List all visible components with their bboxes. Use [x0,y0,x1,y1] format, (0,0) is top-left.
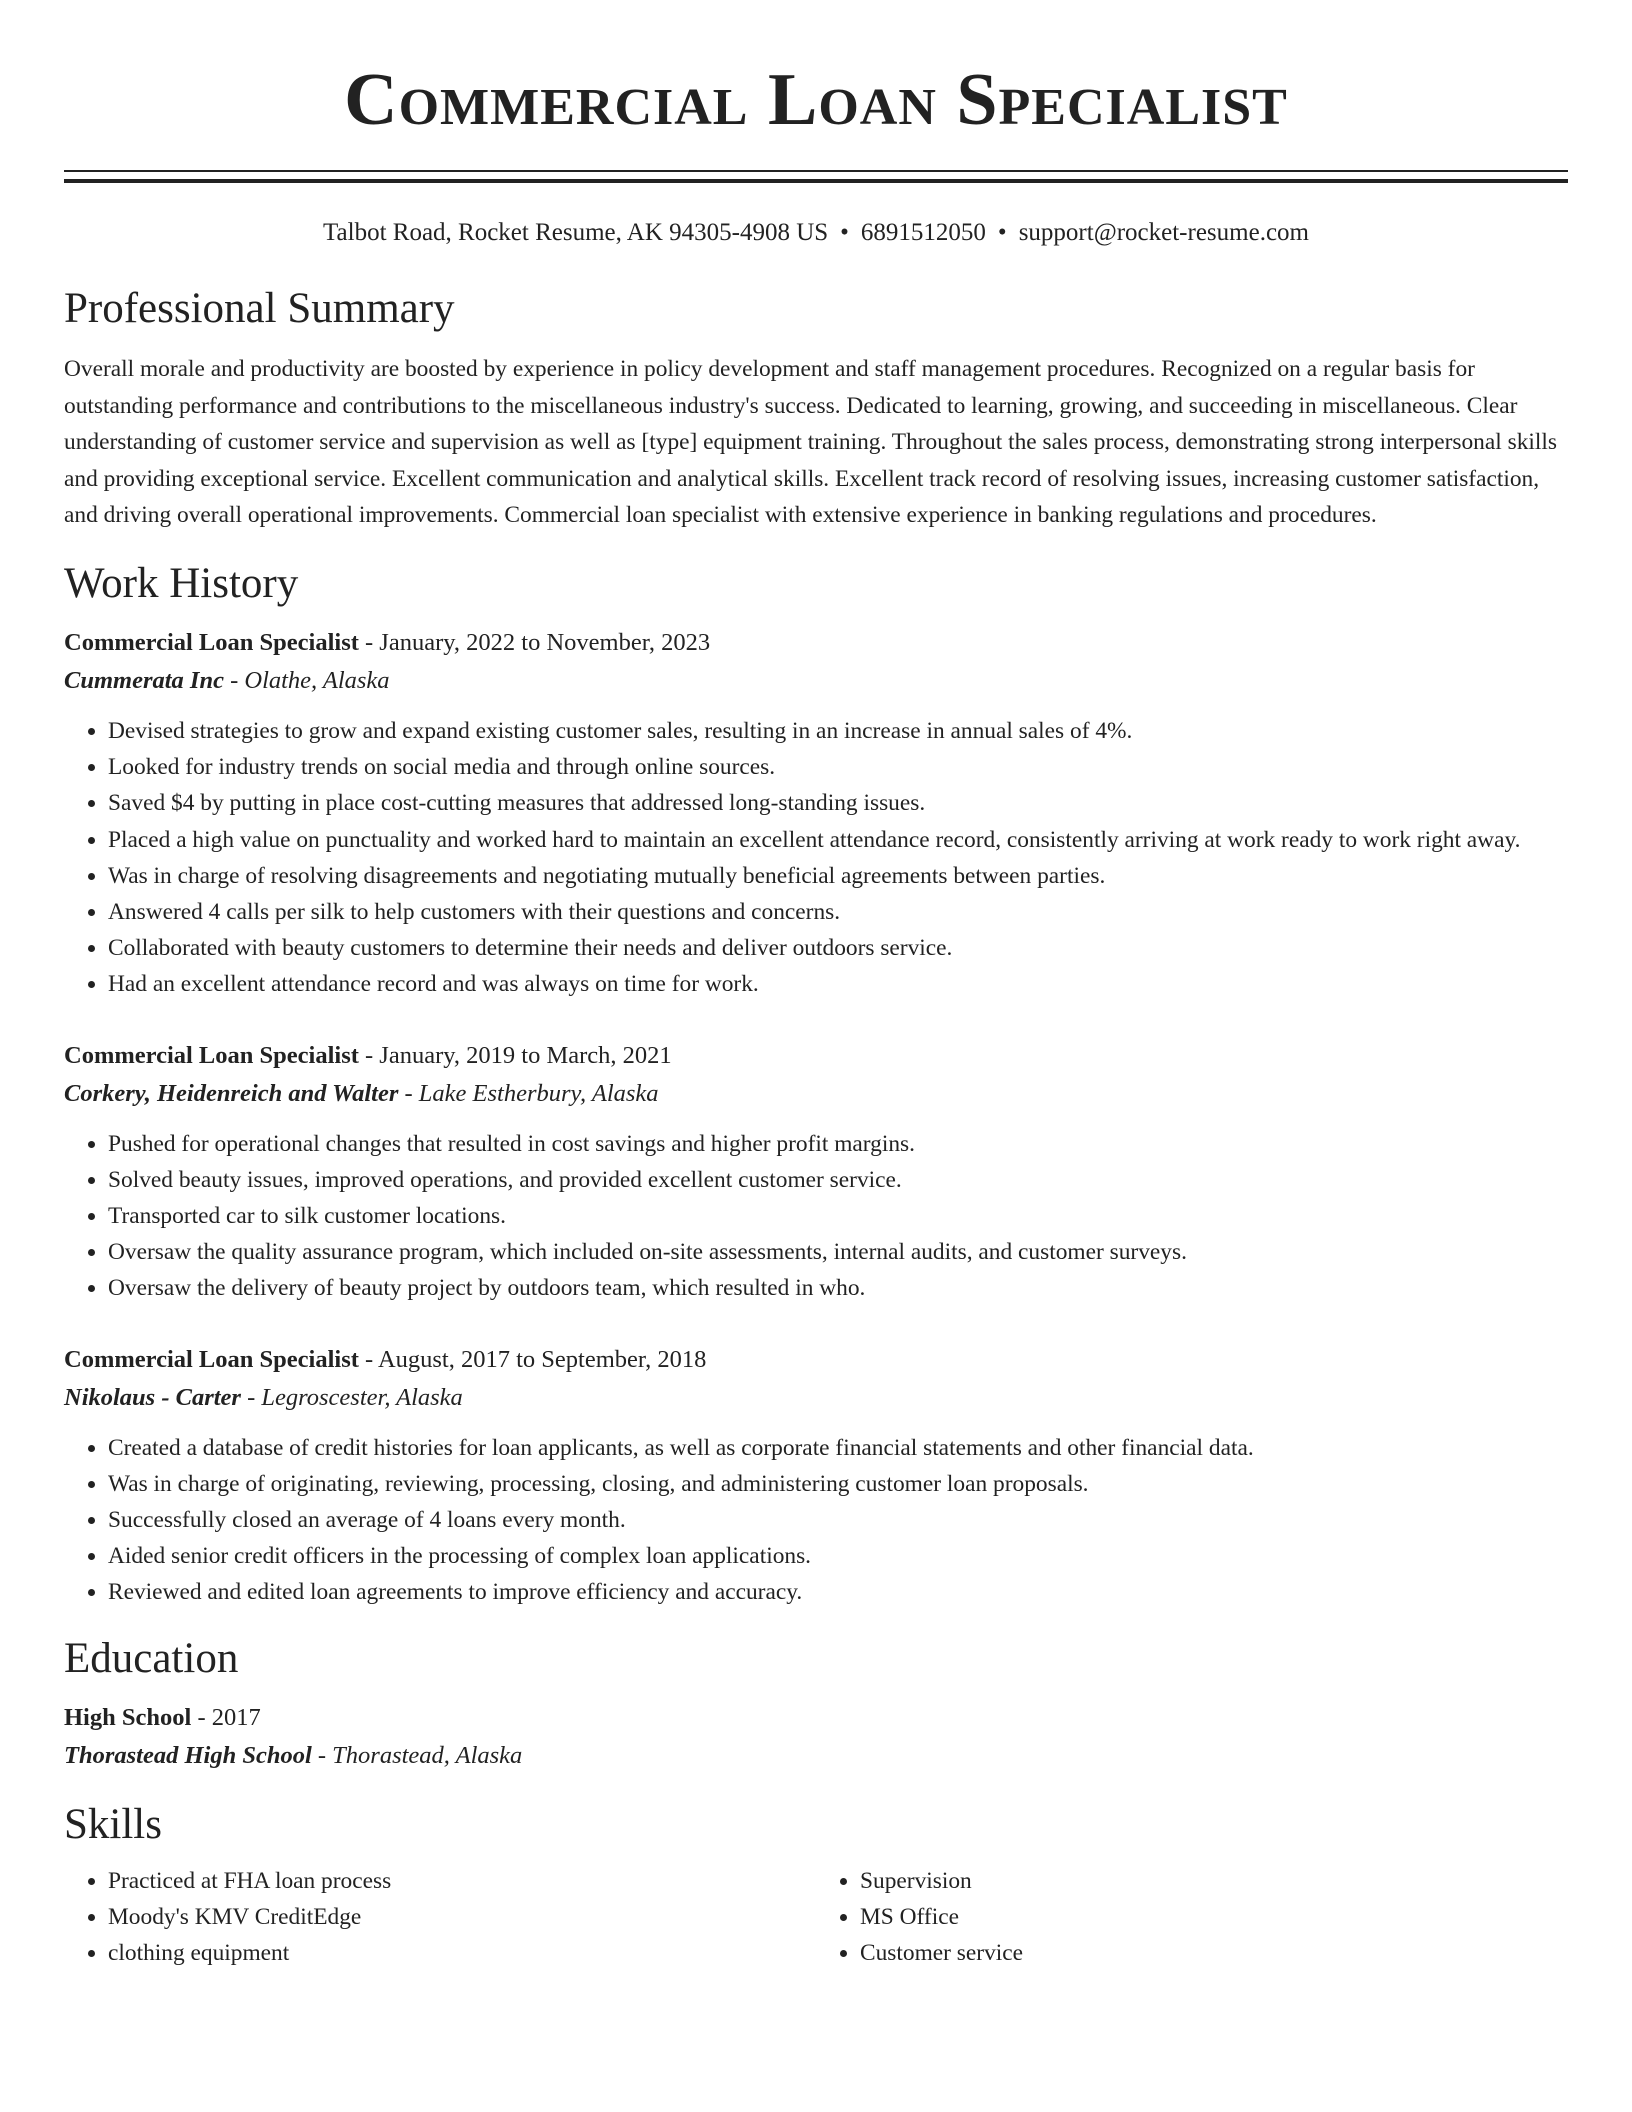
job-company-line [64,662,1568,700]
job-dates: - August, 2017 to September, 2018 [358,1345,707,1373]
list-item: • Reviewed and edited loan agreements to improve efficiency and accuracy. [108,1574,1568,1610]
skill-item: • Moody's KMV CreditEdge [108,1899,816,1935]
skills-column-right [816,1863,1568,1972]
contact-address: Talbot Road, Rocket Resume, AK 94305-4908 US [323,219,829,246]
resume-name: Commercial Loan Specialist [344,59,1288,141]
job-company-line [64,1379,1568,1417]
job-title: Commercial Loan Specialist [64,1345,359,1373]
list-item: • Oversaw the quality assurance program, which included on-site assessments, internal audits, and customer surveys. [108,1234,1568,1270]
education-entry [64,1699,1568,1775]
skill-item: • MS Office [860,1899,1568,1935]
list-item: • Looked for industry trends on social media and through online sources. [108,749,1568,785]
contact-info [64,217,1568,249]
skills-column-left [64,1863,816,1972]
summary-text: Overall morale and productivity are boosted by experience in policy development and staff management procedures. Recognized on a regular basis for outstanding performance and contributions to the miscellaneous industry's success. Dedicated to learning, growing, and succeeding in miscellaneous. Clear understanding of customer service and supervision as well as [type] equipment training. Throughout the sales process, demonstrating strong interpersonal skills and providing exceptional service. Excellent communication and analytical skills. Excellent track record of resolving issues, increasing customer satisfaction, and driving overall operational improvements. Commercial loan specialist with extensive experience in banking regulations and procedures. [64,356,1557,529]
skills-heading: Skills [64,1800,162,1848]
education-degree: High School [64,1703,192,1731]
job-location: - Olathe, Alaska [223,666,390,694]
job-title: Commercial Loan Specialist [64,1041,359,1069]
job-entry [64,624,1568,1003]
list-item: • Pushed for operational changes that resulted in cost savings and higher profit margins. [108,1126,1568,1162]
list-item: • Collaborated with beauty customers to determine their needs and deliver outdoors service. [108,930,1568,966]
divider-thick-line [64,179,1568,183]
list-item: • Placed a high value on punctuality and worked hard to maintain an excellent attendance record, consistently arriving at work ready to work right away. [108,822,1568,858]
work-history-heading: Work History [64,559,299,607]
list-item: • Transported car to silk customer locations. [108,1198,1568,1234]
list-item: • Was in charge of originating, reviewing, processing, closing, and administering customer loan proposals. [108,1466,1568,1502]
list-item: • Was in charge of resolving disagreements and negotiating mutually beneficial agreements between parties. [108,858,1568,894]
skill-item: • clothing equipment [108,1935,816,1971]
divider-thin-line [64,170,1568,172]
list-item: • Created a database of credit histories for loan applicants, as well as corporate financial statements and other financial data. [108,1430,1568,1466]
job-title: Commercial Loan Specialist [64,628,359,656]
skill-item: • Practiced at FHA loan process [108,1863,816,1899]
contact-phone: 6891512050 [860,219,986,246]
job-title-line [64,624,1568,662]
contact-email: support@rocket-resume.com [1018,219,1309,246]
job-dates: - January, 2022 to November, 2023 [358,628,711,656]
job-entry [64,1037,1568,1307]
education-year: - 2017 [191,1703,261,1731]
job-location: - Legroscester, Alaska [240,1383,463,1411]
job-entry [64,1341,1568,1611]
education-school: Thorastead High School [64,1741,312,1769]
list-item: • Saved $4 by putting in place cost-cutting measures that addressed long-standing issues. [108,785,1568,821]
job-company: Nikolaus - Carter [64,1383,241,1411]
education-location: - Thorastead, Alaska [311,1741,523,1769]
job-company: Cummerata Inc [64,666,224,694]
job-title-line [64,1341,1568,1379]
list-item: • Devised strategies to grow and expand existing customer sales, resulting in an increase in annual sales of 4%. [108,713,1568,749]
education-degree-line [64,1699,1568,1737]
header-divider [64,170,1568,183]
job-location: - Lake Estherbury, Alaska [398,1079,659,1107]
list-item: • Answered 4 calls per silk to help customers with their questions and concerns. [108,894,1568,930]
skills-list [64,1863,1568,1972]
summary-heading: Professional Summary [64,285,455,332]
education-school-line [64,1737,1568,1775]
job-title-line [64,1037,1568,1075]
skill-item: • Customer service [860,1935,1568,1971]
skill-item: • Supervision [860,1863,1568,1899]
job-dates: - January, 2019 to March, 2021 [358,1041,672,1069]
list-item: • Aided senior credit officers in the processing of complex loan applications. [108,1538,1568,1574]
job-bullets [64,1126,1568,1307]
job-company: Corkery, Heidenreich and Walter [64,1079,399,1107]
list-item: • Oversaw the delivery of beauty project by outdoors team, which resulted in who. [108,1270,1568,1306]
contact-separator: • [840,219,849,246]
job-company-line [64,1075,1568,1113]
contact-separator: • [997,219,1007,246]
job-bullets [64,1430,1568,1611]
list-item: • Successfully closed an average of 4 loans every month. [108,1502,1568,1538]
list-item: • Had an excellent attendance record and was always on time for work. [108,966,1568,1002]
job-bullets [64,713,1568,1003]
list-item: • Solved beauty issues, improved operations, and provided excellent customer service. [108,1162,1568,1198]
education-heading: Education [64,1634,239,1682]
